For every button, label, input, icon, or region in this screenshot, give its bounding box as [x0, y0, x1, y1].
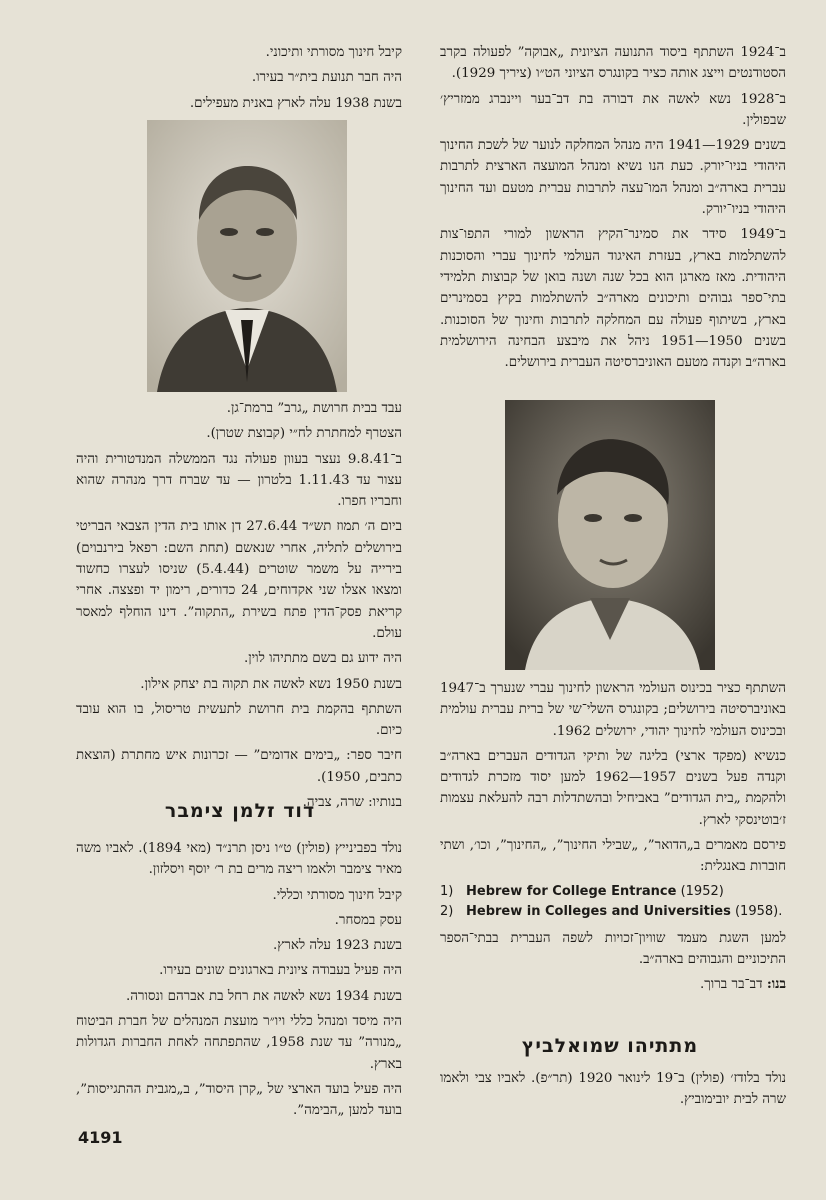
text-line: היה חבר תנועת בית״ר בעירו.: [251, 70, 402, 86]
page-number: 4191: [78, 1128, 123, 1147]
entry-heading-zimber: דוד זלמן צימבר: [164, 800, 316, 822]
paragraph: פירסם מאמרים ב„הדואר”, „שבילי החינוך”, „החינוך”, וכו׳, ושתי חוברות באנגלית:: [440, 838, 786, 875]
paragraph: בשנת 1950 נשא לאשה את תקוה בת יצחק אילון.: [140, 676, 402, 692]
paragraph: בשנת 1934 נשא לאשה את רחל בת אברהם ונסורה.: [125, 988, 402, 1004]
paragraph: בשנים 1929—1941 היה מנהל המחלקה לנוער של לשכת החינוך היהודי בניו־יורק. כעת הנו נשיא ומנהל המועצה הארצית לתרבות עברית בארה״ב ומנהל המו־עצה לתרבות עברית מטעם ועד החינוך היהודי בניו־יורק.: [440, 138, 787, 218]
publication-year: (1952): [680, 883, 724, 899]
publication-title: Hebrew for College Entrance: [466, 883, 677, 899]
entry-heading-shmuelevitz: מתתיהו שמואלביץ: [521, 1035, 699, 1057]
children-value: דב־בר ברוך.: [699, 977, 763, 993]
right-column-bottom: [440, 678, 786, 1000]
paragraph: ב־1928 נשא לאשה את דבורה בת דב־בער ויינברג ממזריץ׳ שבפולין.: [440, 91, 786, 128]
text-line: קיבל חינוך מסורתי ותיכוני.: [265, 45, 402, 60]
list-item: [440, 902, 786, 922]
paragraph: בשנת 1923 עלה לארץ.: [273, 938, 402, 954]
list-number: 2): [440, 903, 454, 919]
paragraph: חיבר ספר: „בימים אדומים” — זכרונות איש מחתרת (הוצאת כתבים, 1950).: [76, 748, 402, 785]
paragraph: עבד בבית חרושת „גרב” ברמת־גן.: [226, 401, 402, 416]
paragraph: ב־1924 השתתף ביסוד התנועה הציונית „אבוקה” לפעולה בקרב הסטודנטים וייצג אותה כציר בקונגרס הציוני הט״ו (ציריך 1929).: [440, 45, 786, 82]
publication-title: Hebrew in Colleges and Universities: [466, 903, 731, 919]
paragraph: כנשיא (מפקד ארצי) בליגה של ותיקי הגדודים העברים בארה״ב וקנדה פעל בשנים 1957—1962 למען יסוד מזכרת לגדודים ולהקמת „בית הגדודים” באביחיל ובהשתדלות רבה להעלאת עצמות ז׳בוטינסקי לארץ.: [440, 748, 787, 828]
paragraph: היה מיסד ומנהל כללי ויו״ר מועצת המנהלים של חברת הביטוח „מנורה” עד שנת 1958, שהתפתחה לאחת החברות הגדולות בארץ.: [76, 1014, 402, 1072]
paragraph: השתתף בהקמת בית חרושת לתעשית טריסול, בו הוא עובד כיום.: [76, 701, 402, 739]
paragraph: קיבל חינוך מסורתי וכללי.: [272, 887, 402, 903]
paragraph: בנותיו: שרה, צביה.: [302, 795, 402, 811]
english-publications-list: [440, 882, 786, 922]
left-column-top: [150, 42, 402, 118]
children-line: [440, 974, 786, 995]
children-label: בנו:: [766, 976, 786, 993]
paragraph: ביום ה׳ תמוז תש״ד 27.6.44 דן אותו בית הדין הצבאי הבריטי בירושלים לתליה, אחרי שנאשם (תחת השם: רפאל בירנבוים) בירייה על משמר שוטרים (5.4.44) שניסו לעצרו כחשוד ומצאו אצלו שני אקדוחים, 24 כדורים, רימון יד ופצצה. אחרי קריאת פסק־הדין פתח בשירת „התקוה”. דינו הוחלף למאסר עולם.: [76, 519, 402, 641]
list-number: 1): [440, 883, 454, 899]
portrait-photo-zimber: [147, 120, 347, 392]
paragraph: הצטרף למחתרת לח״י (קבוצת שטרן).: [206, 426, 402, 442]
paragraph: היה פעיל בעבודה ציונית בארגונים שונים בעירו.: [159, 963, 402, 979]
text-line: בשנת 1938 עלה לארץ באנית מעפילים.: [189, 95, 402, 111]
paragraph: היה פעיל בועד הארצי של „קרן היסוד”, ב„מגבית ההתגייסות”, בועד למען „הבימה”.: [76, 1081, 402, 1119]
left-column-main: [76, 398, 402, 817]
paragraph: למען השגת מעמד שוויון־זכויות לשפה העברית בבתי־הספר התיכוניים והגבוהים בארה״ב.: [440, 930, 786, 967]
paragraph: נולד בלודז׳ (פולין) ב־19 לינואר 1920 (תר״פ). לאביו צבי ולאמו שרה לבית יובימוביץ.: [440, 1071, 786, 1108]
paragraph: נולד בפבינייץ (פולין) ט״ו ניסן תרנ״ד (מאי 1894). לאביו משה מאיר צימבר ולאמו ריצה מרים בת ר׳ יוסף ויסלזון.: [76, 841, 402, 878]
paragraph: ב־9.8.41 נעצר בעוון פעולה נגד הממשלה המנדטורית והיה עצור עד 1.11.43 בלטרון — עד שברח דרך מנהרה שהוא וחבריו חפרו.: [76, 451, 402, 510]
publication-year: (1958).: [734, 903, 783, 919]
paragraph: עסק במסחר.: [334, 912, 402, 928]
entry-zimber-body: [76, 838, 402, 1126]
entry-shmuelevitz-body: [440, 1068, 786, 1115]
portrait-photo-shmuelevitz: [505, 400, 715, 670]
right-column-top: [440, 42, 786, 377]
paragraph: היה ידוע גם בשם מתתיהו לוין.: [243, 651, 402, 667]
list-item: [440, 882, 786, 902]
paragraph: השתתף כציר בכינוס העולמי הראשון לחינוך עברי שנערך ב־1947 באוניברסיטה בירושלים; בקונגרס השלי־שי של ברית עברית עולמית ובכינוס העולמי לחינוך יהודי, ירושלים 1962.: [440, 681, 786, 739]
paragraph: ב־1949 סידר את סמינר־הקיץ הראשון למורי התפו־צות להשתלמות בארץ, בעזרת האיגוד העולמי לחינוך עברי והסוכנות היהודית. מאז מארגן הוא בכל שנה ושנה בואן של קבוצות תלמידי בתי־ספר גבוהים ותיכונים מארה״ב להשתלמות בקיץ בסמינרים בארץ, בשיתוף פעולה עם המחלקה לתרבות וחינוך של הסוכנות. בשנים 1950—1951 ניהל את מיבצע הבחינה הירושלמית בארה״ב וקנדה מטעם האוניברסיטה העברית בירושלים.: [440, 227, 786, 371]
